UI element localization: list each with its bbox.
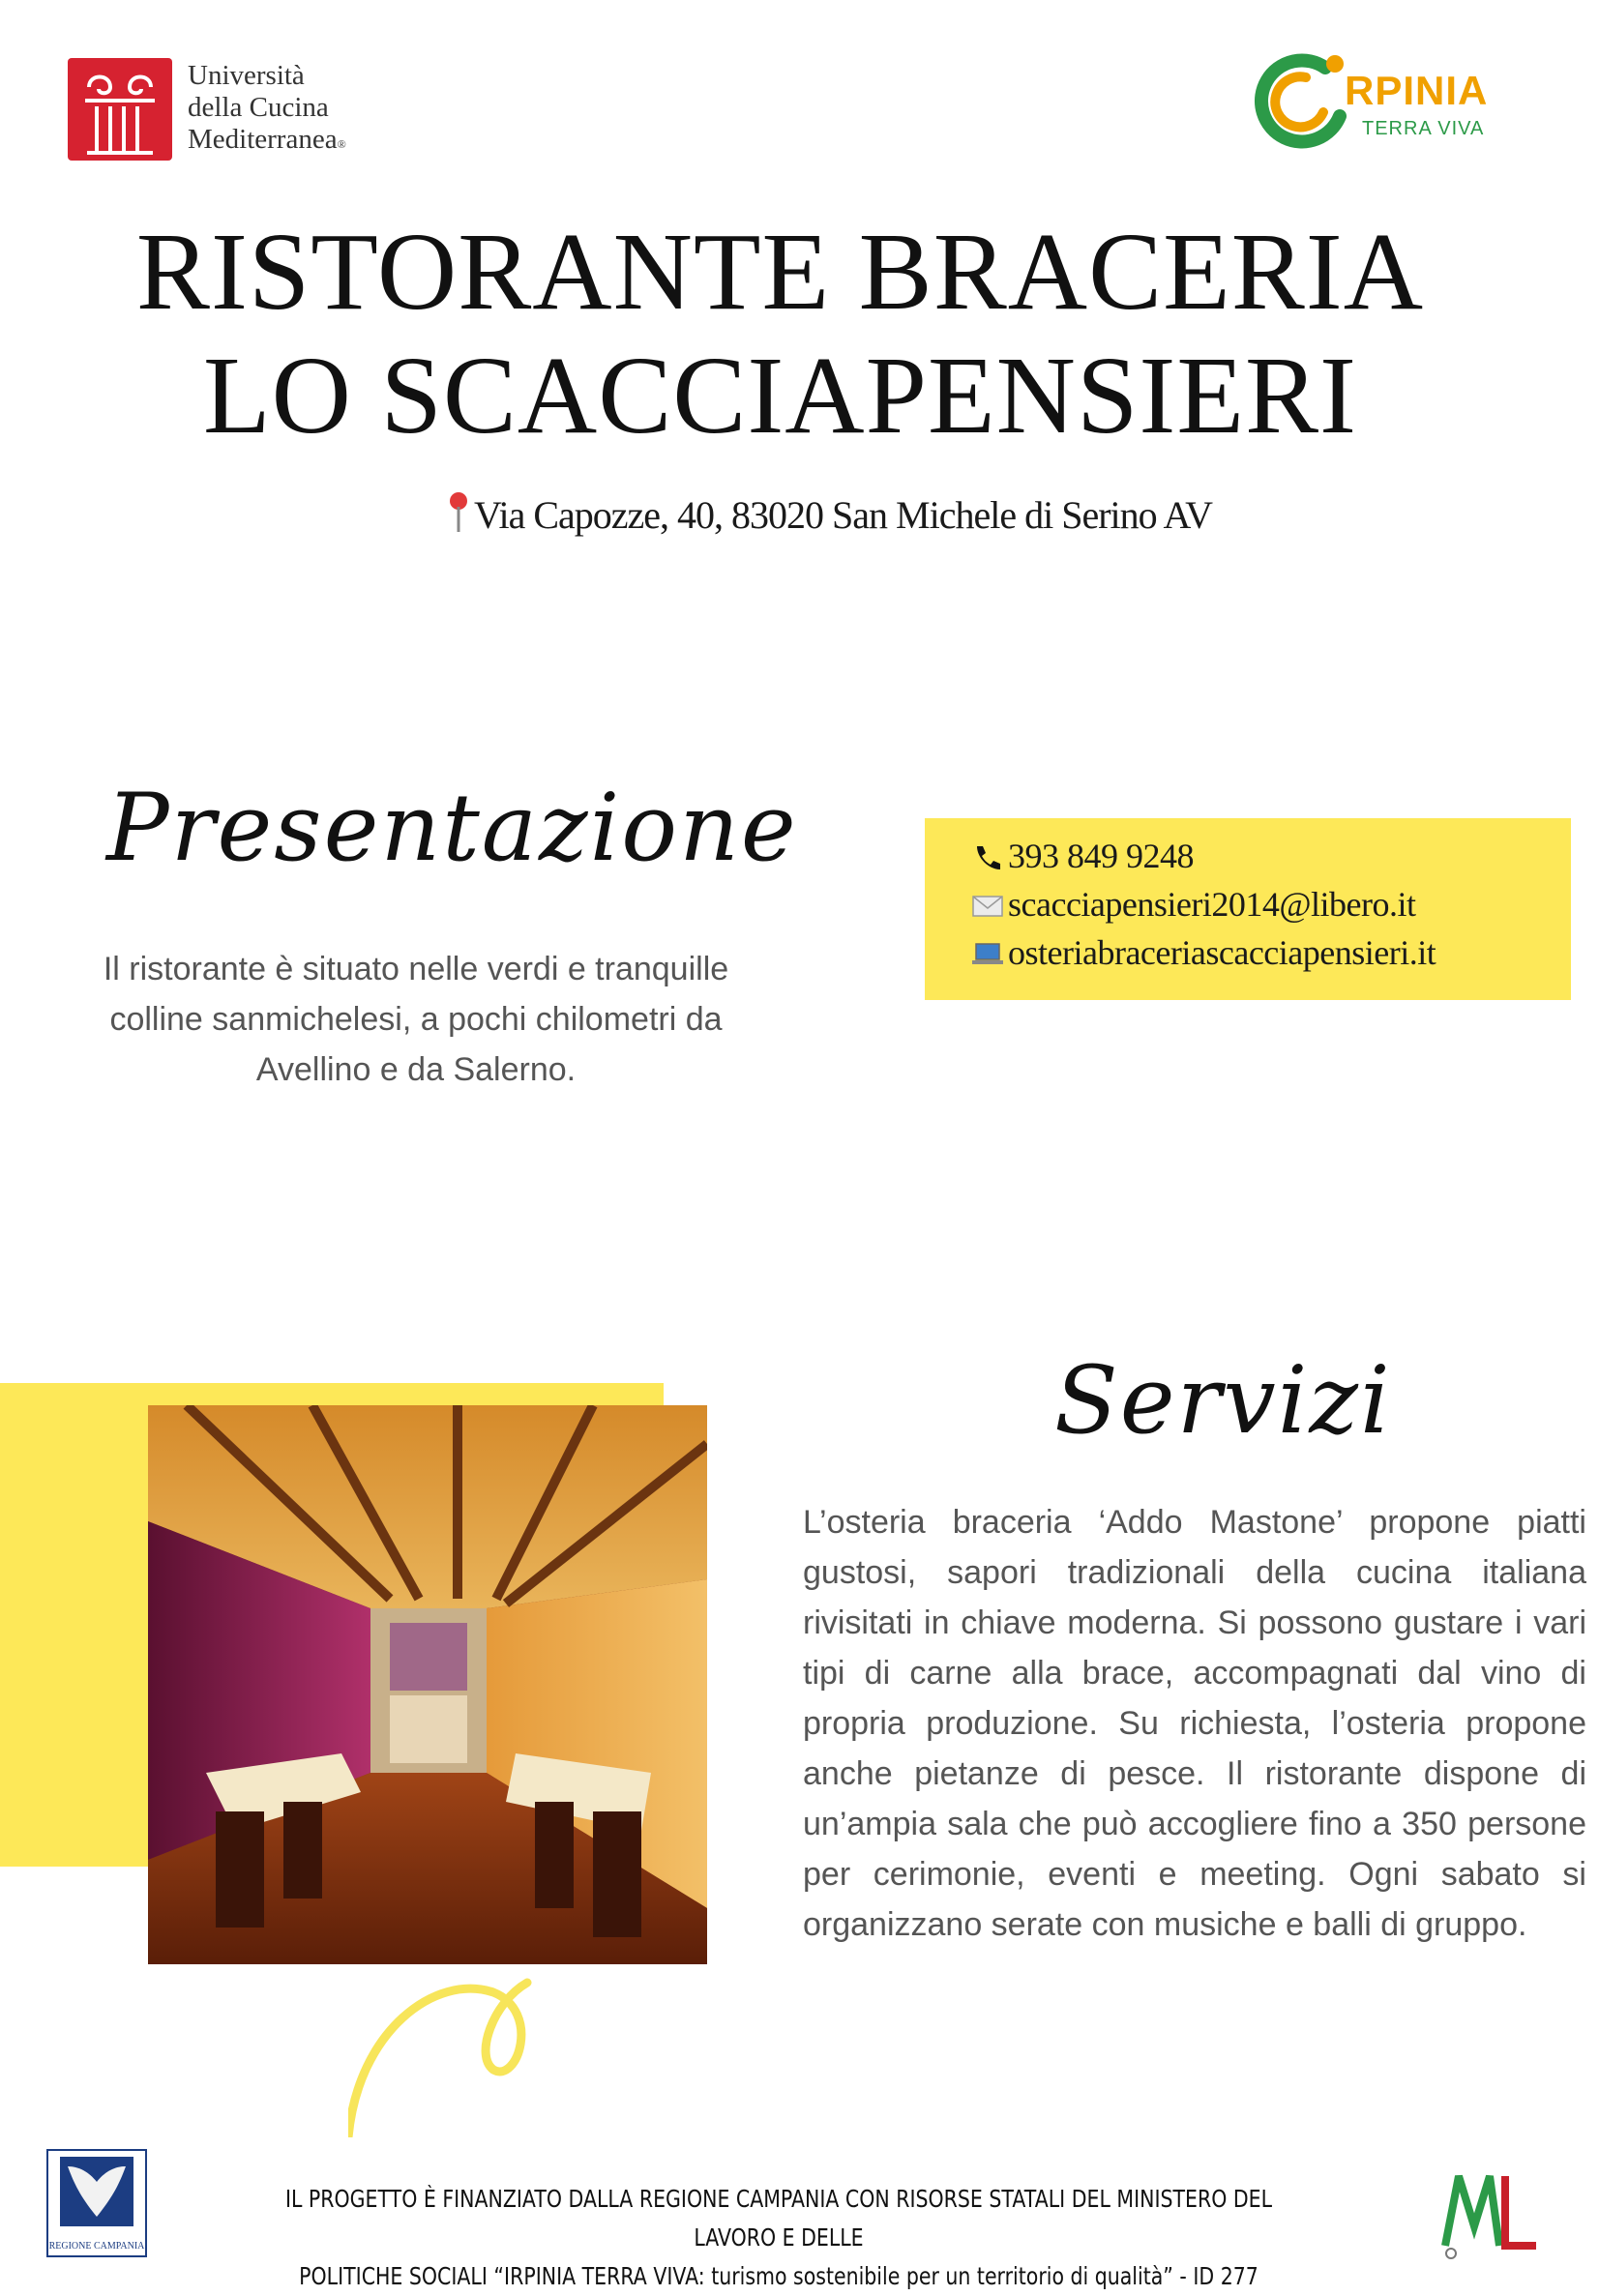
map-pin-icon	[447, 491, 470, 534]
laptop-icon	[971, 939, 1004, 968]
contact-website: osteriabraceriascacciapensieri.it	[971, 932, 1436, 973]
footer-line-1: IL PROGETTO È FINANZIATO DALLA REGIONE CAMPANIA CON RISORSE STATALI DEL MINISTERO DEL LAVORO E DELLE	[284, 2185, 1273, 2252]
irpinia-subtitle: TERRA VIVA	[1362, 118, 1485, 139]
contact-box	[925, 818, 1571, 1000]
contact-email: scacciapensieri2014@libero.it	[971, 884, 1416, 925]
footer-funding-note	[283, 2180, 1275, 2296]
presentazione-text: Il ristorante è situato nelle verdi e tranquille colline sanmichelesi, a pochi chilometri da Avellino e da Salerno.	[103, 951, 729, 1088]
ucm-column-icon	[68, 58, 172, 161]
regione-campania-logo: REGIONE CAMPANIA	[46, 2149, 147, 2257]
address	[447, 491, 1212, 538]
footer-line-2: POLITICHE SOCIALI “IRPINIA TERRA VIVA: turismo sostenibile per un territorio di qualità” - ID 277	[299, 2262, 1258, 2290]
restaurant-interior-photo	[148, 1405, 707, 1964]
email-icon	[971, 891, 1004, 920]
decorative-squiggle	[348, 1954, 561, 2137]
page-title-line-2: LO SCACCIAPENSIERI	[203, 334, 1357, 456]
phone-icon	[971, 842, 1004, 871]
address-text: Via Capozze, 40, 83020 San Michele di Serino AV	[474, 493, 1213, 537]
irpinia-wordmark: RPINIA	[1345, 68, 1489, 113]
ucm-logo	[68, 58, 387, 164]
ucm-wordmark: Università della Cucina Mediterranea®	[188, 60, 346, 155]
page-title-line-1: RISTORANTE BRACERIA	[135, 210, 1425, 333]
irpinia-logo	[1248, 48, 1528, 155]
servizi-text: L’osteria braceria ‘Addo Mastone’ propone piatti gustosi, sapori tradizionali della cucina italiana rivisitati in chiave moderna. Si possono gustare i vari tipi di carne alla brace, accompagnati dal vino di propria produzione. Su richiesta, l’osteria propone anche pietanze di pesce. Il ristorante dispone di un’ampia sala che può accogliere fino a 350 persone per cerimonie, eventi e meeting. Ogni sabato si organizzano serate con musiche e balli di gruppo.	[803, 1504, 1586, 1943]
ministero-lavoro-logo	[1441, 2159, 1538, 2259]
presentazione-heading: Presentazione	[106, 774, 798, 882]
contact-phone: 393 849 9248	[971, 836, 1194, 876]
servizi-heading: Servizi	[1054, 1346, 1392, 1455]
regione-shield-icon	[60, 2157, 133, 2226]
irpinia-swoosh-icon	[1248, 48, 1354, 155]
